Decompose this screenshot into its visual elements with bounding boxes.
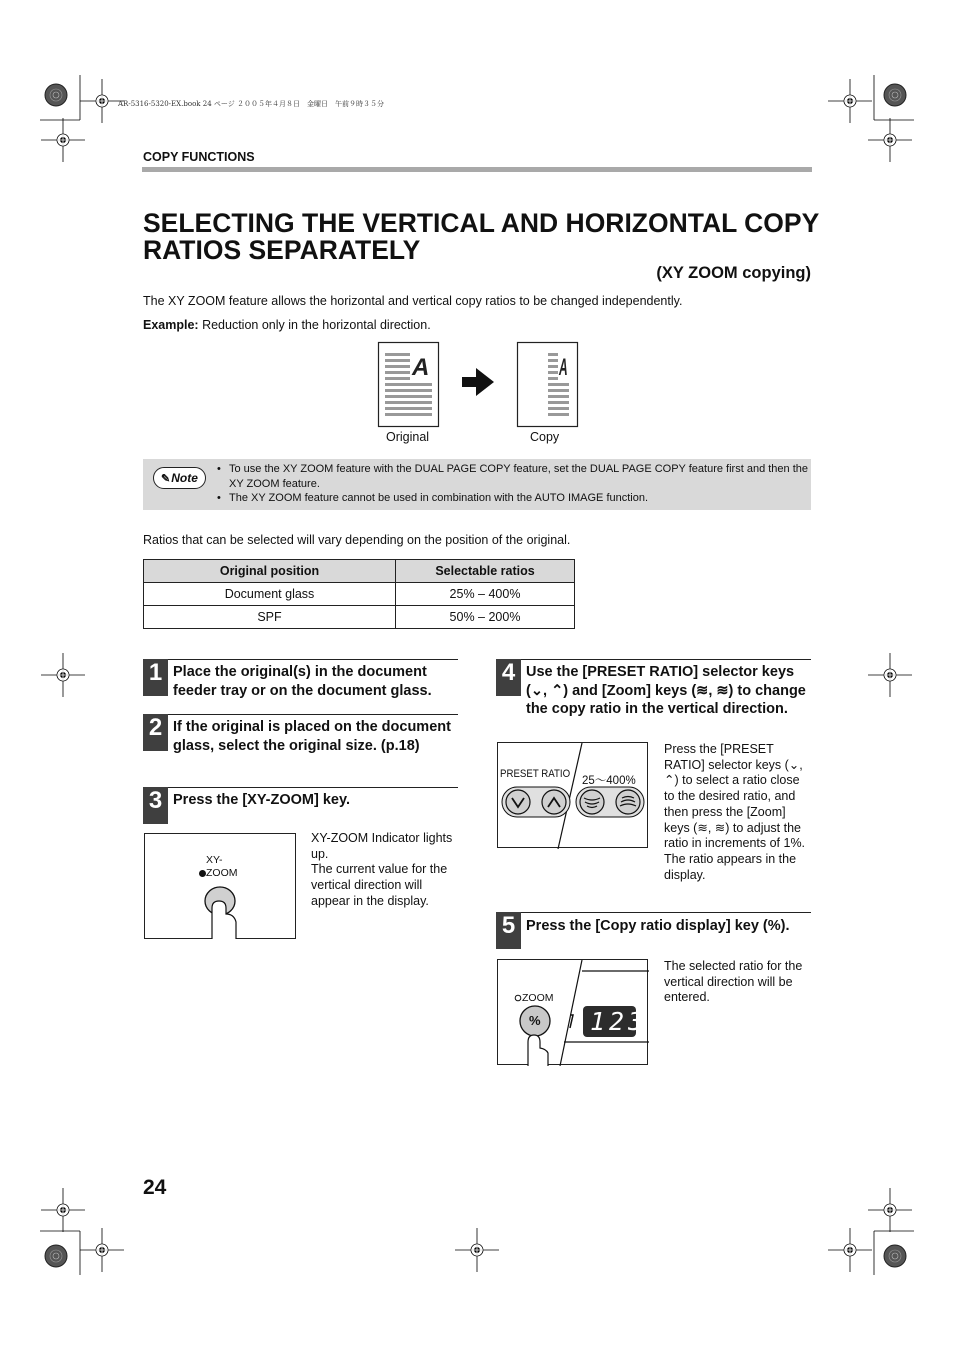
table-row [144, 606, 575, 629]
example-figure [370, 340, 590, 430]
page-subtitle: (XY ZOOM copying) [656, 264, 811, 282]
original-caption: Original [386, 430, 430, 444]
step-4-desc-part: , [799, 757, 803, 772]
table-row [144, 583, 575, 606]
step-5-text-part: ). [780, 918, 790, 934]
ratios-table [143, 559, 575, 629]
step-4-text-part: ) and [Zoom] keys ( [563, 682, 697, 699]
zoom-up-icon: ≋ [716, 682, 729, 699]
step-3-badge: 3 [143, 787, 168, 824]
step-4-text-part: ) to change the copy ratio in the vertical direction. [526, 682, 806, 717]
preset-ratio-panel [497, 742, 648, 848]
note-item: • The XY ZOOM feature cannot be used in combination with the AUTO IMAGE function. [217, 491, 809, 506]
original-glyph: A [412, 354, 430, 381]
step-3-text: Press the [XY-ZOOM] key. [173, 792, 351, 808]
cell-position: SPF [144, 606, 396, 629]
step-4-desc-end: The ratio appears in the display. [664, 851, 797, 882]
step-4-rule [496, 659, 811, 660]
note-box [143, 459, 811, 510]
xy-zoom-panel [144, 833, 296, 939]
xy-zoom-indicator-icon [199, 870, 206, 877]
step-5-rule [496, 912, 811, 913]
step-4-description [664, 742, 812, 883]
xy-zoom-label-2: ZOOM [206, 867, 238, 879]
copy-caption: Copy [530, 430, 560, 444]
step-4-desc-part: , [707, 820, 715, 835]
copy-sheet [518, 343, 578, 427]
step-4-text-part: Use the [PRESET RATIO] selector keys ( [526, 664, 795, 699]
step-4-badge: 4 [496, 659, 521, 696]
step-4-text [526, 663, 811, 719]
step-4-text-part: , [543, 682, 552, 699]
header-bar [142, 167, 812, 172]
col-header-position: Original position [144, 560, 396, 583]
preset-ratio-label: PRESET RATIO [500, 768, 571, 780]
step-3-desc-line: The current value for the vertical direction will appear in the display. [311, 862, 448, 908]
page-number: 24 [143, 1176, 167, 1199]
example-line [143, 318, 431, 333]
step-5-text [526, 917, 811, 936]
note-badge [153, 467, 206, 489]
step-3-rule [143, 787, 458, 788]
step-4-desc-part: ) to select a ratio close to the desired ratio, and then press the [Zoom] keys ( [664, 773, 800, 835]
step-2-badge: 2 [143, 714, 168, 751]
table-header-row [144, 560, 575, 583]
step-5-text-part: Press the [Copy ratio display] key ( [526, 918, 768, 934]
zoom-down-icon: ≋ [697, 820, 708, 835]
note-label: Note [171, 471, 198, 485]
note-item: • To use the XY ZOOM feature with the DUAL PAGE COPY feature, set the DUAL PAGE COPY feature first and then the XY ZOOM feature. [217, 462, 809, 491]
ratio-range-label: 25～400% [582, 775, 636, 787]
step-3-desc-line: XY-ZOOM Indicator lights up. [311, 831, 453, 861]
example-text: Reduction only in the horizontal direction. [202, 318, 431, 332]
pencil-icon: ✎ [161, 472, 171, 485]
copy-ratio-display-icon: % [767, 918, 781, 934]
step-3-description [311, 831, 461, 910]
step-2-text: If the original is placed on the document glass, select the original size. (p.18) [173, 719, 451, 754]
copy-ratio-panel [497, 959, 648, 1065]
print-header: AR-5316-5320-EX.book 24 ページ ２００５年４月８日 金曜日 午前９時３５分 [118, 100, 384, 108]
preset-down-icon: ⌄ [788, 757, 800, 772]
ratios-intro: Ratios that can be selected will vary depending on the position of the original. [143, 533, 571, 547]
preset-up-icon: ⌃ [551, 682, 564, 699]
percent-key-label: % [529, 1013, 541, 1028]
step-5-badge: 5 [496, 912, 521, 949]
preset-down-icon: ⌄ [530, 682, 543, 699]
step-4-desc-part: ) to adjust the ratio in increments of 1%. [664, 820, 806, 851]
ratio-display-value: 123 [590, 1007, 648, 1036]
original-sheet [379, 343, 439, 427]
step-4-desc-part: Press the [PRESET RATIO] selector keys ( [664, 742, 789, 772]
step-2-rule [143, 714, 458, 715]
zoom-up-icon: ≋ [714, 820, 726, 835]
cell-ratios: 25% – 400% [396, 583, 575, 606]
cell-ratios: 50% – 200% [396, 606, 575, 629]
intro-text: The XY ZOOM feature allows the horizontal and vertical copy ratios to be changed independently. [143, 294, 683, 308]
copy-glyph: A [559, 354, 568, 382]
step-1-text: Place the original(s) in the document feeder tray or on the document glass. [173, 664, 432, 699]
xy-zoom-label-1: XY- [206, 854, 223, 866]
preset-up-icon: ⌃ [664, 773, 675, 788]
preset-ratio-keys [498, 743, 649, 849]
step-1-rule [143, 659, 458, 660]
page-title: SELECTING THE VERTICAL AND HORIZONTAL COPY RATIOS SEPARATELY [143, 208, 819, 265]
step-5-description: The selected ratio for the vertical direction will be entered. [664, 959, 803, 1005]
zoom-indicator-label: ZOOM [522, 992, 554, 1004]
step-1-badge: 1 [143, 659, 168, 696]
arrow-right-icon [462, 368, 494, 396]
col-header-ratios: Selectable ratios [396, 560, 575, 583]
xy-zoom-key-press-icon [200, 884, 240, 940]
section-label: COPY FUNCTIONS [143, 150, 255, 164]
zoom-down-icon: ≋ [696, 682, 709, 699]
step-4-text-part: , [708, 682, 717, 699]
example-label: Example: [143, 318, 199, 332]
note-list [217, 462, 809, 506]
cell-position: Document glass [144, 583, 396, 606]
